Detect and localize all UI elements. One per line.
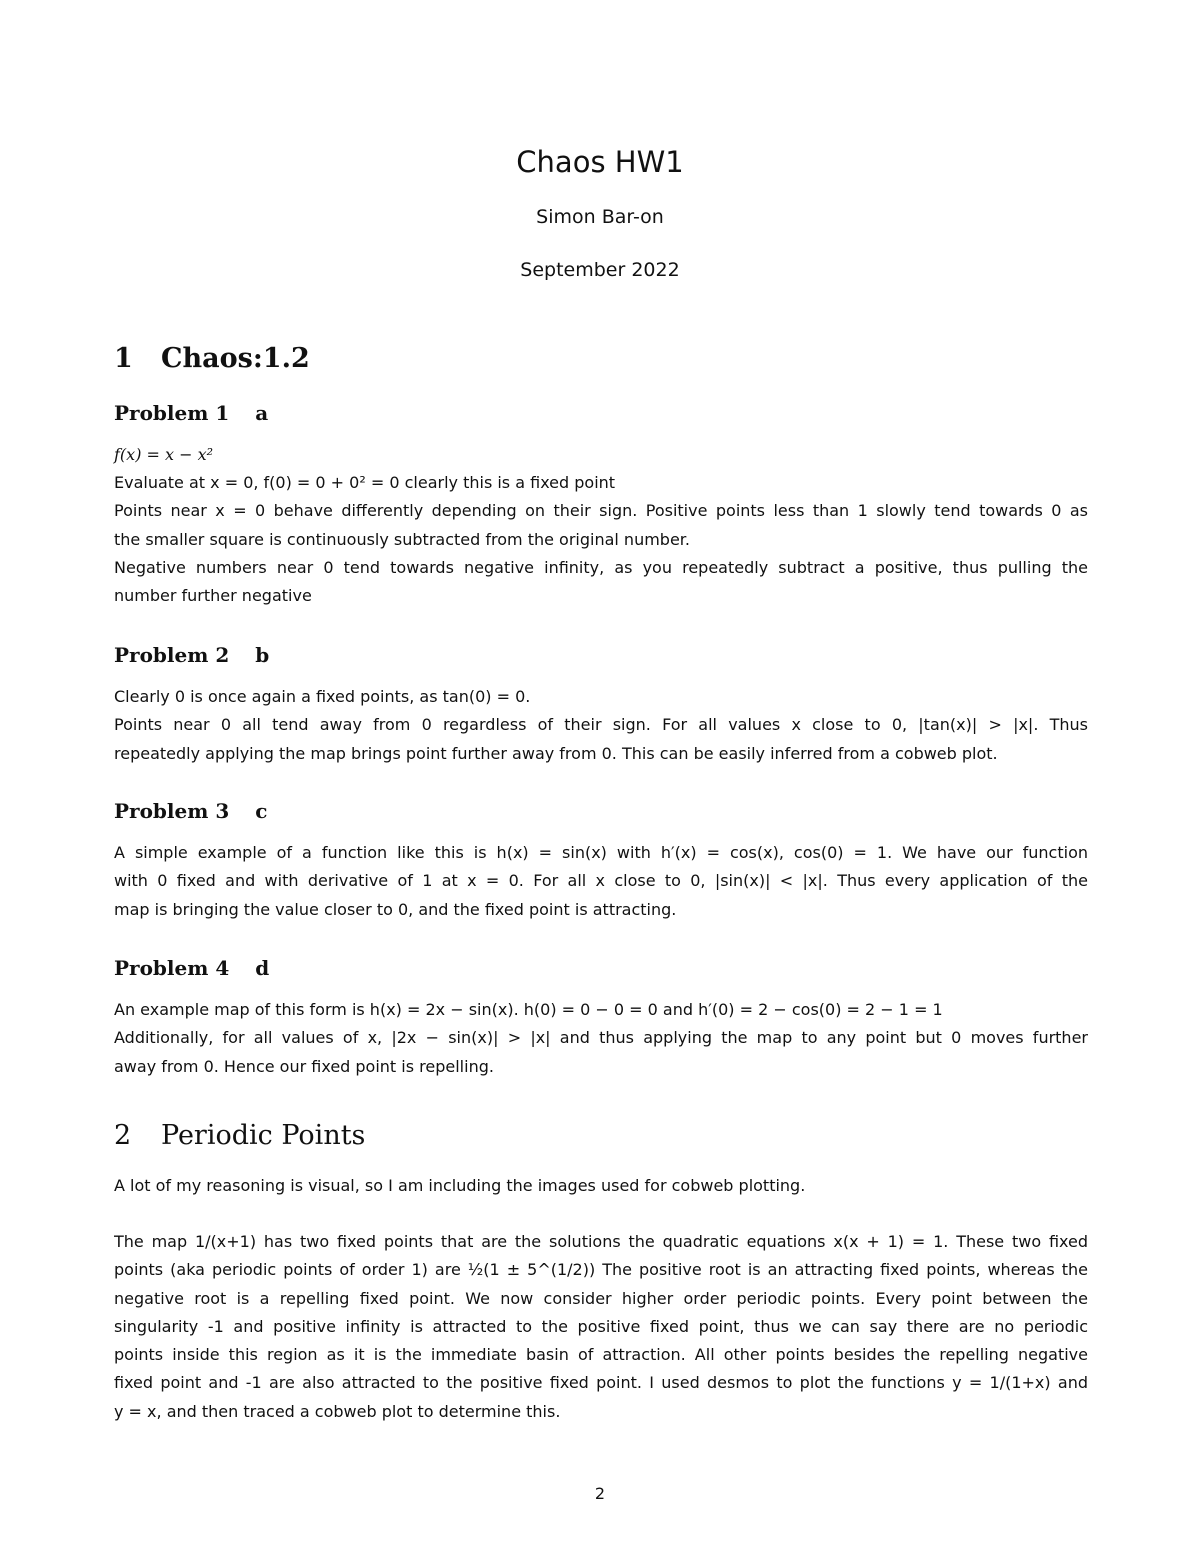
problem-tag: b [255,643,270,667]
text-line: repeatedly applying the map brings point further away from 0. This can be easily inferred from a cobweb plot. [114,743,998,763]
problem-tag: c [255,799,268,823]
document-date: September 2022 [520,259,680,281]
problem-label: Problem 4 [114,956,230,980]
problem-1-equation: f(x) = x − x² [114,445,214,464]
problem-label: Problem 1 [114,401,230,425]
problem-3-body [114,839,1088,924]
section-2-intro [114,1172,1088,1200]
section-title: Periodic Points [161,1120,366,1151]
problem-2-body [114,683,1088,768]
section-number: 1 [114,343,133,374]
text-line: the smaller square is continuously subtracted from the original number. [114,529,690,549]
problem-1-body [114,469,1088,610]
section-2-body [114,1228,1088,1426]
text-line: singularity -1 and positive infinity is attracted to the positive fixed point, thus we can say there are no periodic [114,1316,1088,1336]
text-line: points inside this region as it is the immediate basin of attraction. All other points besides the repelling negative [114,1345,1088,1365]
section-title: Chaos:1.2 [161,343,310,374]
page-number: 2 [594,1484,606,1503]
text-line: An example map of this form is h(x) = 2x − sin(x). h(0) = 0 − 0 = 0 and h′(0) = 2 − cos(0) = 2 − 1 = 1 [114,1000,943,1019]
text-line: Additionally, for all values of x, |2x − sin(x)| > |x| and thus applying the map to any point but 0 moves further [114,1028,1088,1048]
section-heading-1 [114,341,310,377]
text-line: y = x, and then traced a cobweb plot to determine this. [114,1401,561,1421]
text-line: map is bringing the value closer to 0, and the fixed point is attracting. [114,899,677,919]
problem-label: Problem 2 [114,643,230,667]
problem-tag: d [255,956,270,980]
text-line: Negative numbers near 0 tend towards negative infinity, as you repeatedly subtract a positive, thus pulling the [114,557,1088,577]
text-line: away from 0. Hence our fixed point is repelling. [114,1056,494,1076]
section-number: 2 [114,1120,132,1151]
document-author: Simon Bar-on [536,206,664,228]
text-line: points (aka periodic points of order 1) are ½(1 ± 5^(1/2)) The positive root is an attracting fixed points, whereas the [114,1260,1088,1280]
problem-heading-2 [114,641,269,669]
text-line: fixed point and -1 are also attracted to the positive fixed point. I used desmos to plot the functions y = 1/(1+x) and [114,1373,1088,1393]
text-line: A lot of my reasoning is visual, so I am including the images used for cobweb plotting. [114,1176,806,1195]
text-line: negative root is a repelling fixed point. We now consider higher order periodic points. Every point between the [114,1288,1088,1308]
text-line: The map 1/(x+1) has two fixed points that are the solutions the quadratic equations x(x + 1) = 1. These two fixed [114,1232,1088,1251]
problem-label: Problem 3 [114,799,230,823]
problem-heading-3 [114,797,267,825]
text-line: Clearly 0 is once again a fixed points, as tan(0) = 0. [114,687,531,706]
text-line: Points near 0 all tend away from 0 regardless of their sign. For all values x close to 0, |tan(x)| > |x|. Thus [114,715,1088,735]
problem-4-body [114,996,1088,1081]
text-line: A simple example of a function like this is h(x) = sin(x) with h′(x) = cos(x), cos(0) = 1. We have our function [114,843,1088,862]
text-line: number further negative [114,586,312,606]
document-title: Chaos HW1 [516,145,684,179]
problem-heading-4 [114,954,269,982]
section-heading-2 [114,1118,365,1154]
problem-heading-1 [114,399,268,427]
text-line: with 0 fixed and with derivative of 1 at x = 0. For all x close to 0, |sin(x)| < |x|. Thus every application of the [114,871,1088,891]
problem-tag: a [255,401,269,425]
text-line: Points near x = 0 behave differently depending on their sign. Positive points less than 1 slowly tend towards 0 as [114,501,1088,521]
text-line: Evaluate at x = 0, f(0) = 0 + 0² = 0 clearly this is a fixed point [114,473,616,492]
